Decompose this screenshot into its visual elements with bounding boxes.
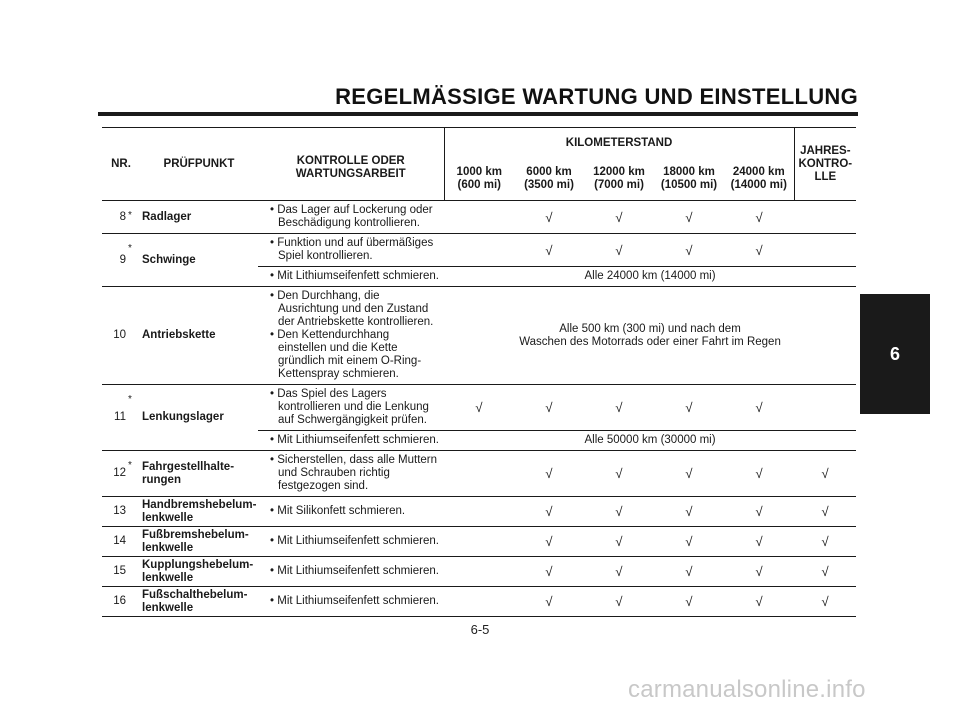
check-cell: √ [794, 587, 856, 617]
check-cell [444, 527, 514, 557]
row-desc: • Mit Lithiumseifenfett schmieren. [258, 431, 444, 451]
page-title: REGELMÄSSIGE WARTUNG UND EINSTELLUNG [335, 84, 858, 109]
check-cell: √ [514, 234, 584, 267]
check-cell: √ [794, 557, 856, 587]
row-nr: 16 [102, 587, 128, 617]
row-item: Schwinge [140, 234, 258, 287]
check-cell: √ [794, 451, 856, 497]
row-desc: • Mit Lithiumseifenfett schmieren. [258, 267, 444, 287]
header-km-24000: 24000 km (14000 mi) [724, 158, 794, 201]
check-cell: √ [654, 201, 724, 234]
interval-text: Alle 500 km (300 mi) und nach dem Waschen des Motorrads oder einer Fahrt im Regen [444, 287, 856, 385]
header-km-6000: 6000 km (3500 mi) [514, 158, 584, 201]
row-star [128, 587, 140, 617]
check-cell: √ [584, 527, 654, 557]
row-star: * [128, 234, 140, 287]
check-cell: √ [654, 234, 724, 267]
header-nr: NR. [102, 128, 140, 201]
maintenance-table [102, 127, 856, 617]
row-item: Fußbremshebelumlenkwelle [140, 527, 258, 557]
row-item: Handbremshebelumlenkwelle [140, 497, 258, 527]
header-km-1000: 1000 km (600 mi) [444, 158, 514, 201]
row-star [128, 497, 140, 527]
table-row [102, 287, 856, 385]
title-rule [98, 112, 858, 116]
check-cell: √ [514, 587, 584, 617]
chapter-tab-number: 6 [889, 343, 900, 364]
row-desc: • Mit Lithiumseifenfett schmieren. [258, 587, 444, 617]
check-cell [444, 451, 514, 497]
row-nr: 12 [102, 451, 128, 497]
check-cell [444, 557, 514, 587]
table-row [102, 385, 856, 431]
table-row [102, 527, 856, 557]
row-nr: 10 [102, 287, 128, 385]
check-cell [794, 234, 856, 267]
check-cell [444, 234, 514, 267]
check-cell: √ [794, 527, 856, 557]
check-cell: √ [584, 587, 654, 617]
check-cell: √ [724, 527, 794, 557]
check-cell: √ [514, 557, 584, 587]
row-desc: • Mit Lithiumseifenfett schmieren. [258, 557, 444, 587]
table-row [102, 557, 856, 587]
check-cell: √ [724, 234, 794, 267]
check-cell: √ [654, 557, 724, 587]
header-pruefpunkt: PRÜFPUNKT [140, 128, 258, 201]
row-desc: • Funktion und auf übermäßiges Spiel kontrollieren. [258, 234, 444, 267]
check-cell: √ [444, 385, 514, 431]
table-row [102, 201, 856, 234]
row-star: * [128, 385, 140, 451]
check-cell: √ [514, 497, 584, 527]
row-star [128, 557, 140, 587]
table-row [102, 587, 856, 617]
row-item: Radlager [140, 201, 258, 234]
watermark: carmanualsonline.info [628, 676, 866, 703]
check-cell: √ [584, 451, 654, 497]
check-cell: √ [654, 497, 724, 527]
interval-text: Alle 50000 km (30000 mi) [444, 431, 856, 451]
check-cell: √ [724, 201, 794, 234]
header-kontrolle: KONTROLLE ODER WARTUNGSARBEIT [258, 128, 444, 201]
row-desc: • Mit Silikonfett schmieren. [258, 497, 444, 527]
row-item: Fahrgestellhalterungen [140, 451, 258, 497]
check-cell: √ [514, 527, 584, 557]
header-kilometerstand: KILOMETERSTAND [444, 128, 794, 159]
row-item: Fußschalthebelumlenkwelle [140, 587, 258, 617]
row-nr: 13 [102, 497, 128, 527]
check-cell: √ [584, 557, 654, 587]
check-cell: √ [584, 234, 654, 267]
check-cell: √ [724, 587, 794, 617]
row-nr: 9 [102, 234, 128, 287]
check-cell [444, 587, 514, 617]
check-cell: √ [654, 527, 724, 557]
check-cell: √ [724, 557, 794, 587]
row-star [128, 287, 140, 385]
row-nr: 8 [102, 201, 128, 234]
page-number: 6-5 [470, 622, 490, 637]
row-nr: 14 [102, 527, 128, 557]
check-cell: √ [724, 497, 794, 527]
check-cell [444, 201, 514, 234]
row-desc: • Den Durchhang, die Ausrichtung und den Zustand der Antriebskette kontrollieren. • Den Kettendurchhang einstellen und die Kette gründlich mit einem O-Ring-Kettenspray schmieren. [258, 287, 444, 385]
table-row [102, 234, 856, 267]
row-desc: • Sicherstellen, dass alle Muttern und Schrauben richtig festgezogen sind. [258, 451, 444, 497]
check-cell [444, 497, 514, 527]
row-nr: 11 [102, 385, 128, 451]
interval-text: Alle 24000 km (14000 mi) [444, 267, 856, 287]
row-desc: • Mit Lithiumseifenfett schmieren. [258, 527, 444, 557]
header-km-12000: 12000 km (7000 mi) [584, 158, 654, 201]
check-cell: √ [654, 451, 724, 497]
check-cell: √ [654, 587, 724, 617]
row-star: * [128, 201, 140, 234]
row-star [128, 527, 140, 557]
row-desc: • Das Spiel des Lagers kontrollieren und die Lenkung auf Schwergängigkeit prüfen. [258, 385, 444, 431]
check-cell [794, 385, 856, 431]
row-item: Kupplungshebelumlenkwelle [140, 557, 258, 587]
table-row [102, 451, 856, 497]
row-nr: 15 [102, 557, 128, 587]
check-cell: √ [724, 385, 794, 431]
check-cell: √ [724, 451, 794, 497]
check-cell: √ [514, 201, 584, 234]
header-km-18000: 18000 km (10500 mi) [654, 158, 724, 201]
check-cell: √ [654, 385, 724, 431]
check-cell [794, 201, 856, 234]
check-cell: √ [514, 451, 584, 497]
row-item: Antriebskette [140, 287, 258, 385]
table-row [102, 497, 856, 527]
check-cell: √ [794, 497, 856, 527]
check-cell: √ [584, 497, 654, 527]
chapter-tab [860, 294, 930, 414]
row-desc: • Das Lager auf Lockerung oder Beschädigung kontrollieren. [258, 201, 444, 234]
row-star: * [128, 451, 140, 497]
check-cell: √ [584, 201, 654, 234]
check-cell: √ [584, 385, 654, 431]
check-cell: √ [514, 385, 584, 431]
header-jahres: JAHRES-KONTRO-LLE [794, 128, 856, 201]
row-item: Lenkungslager [140, 385, 258, 451]
